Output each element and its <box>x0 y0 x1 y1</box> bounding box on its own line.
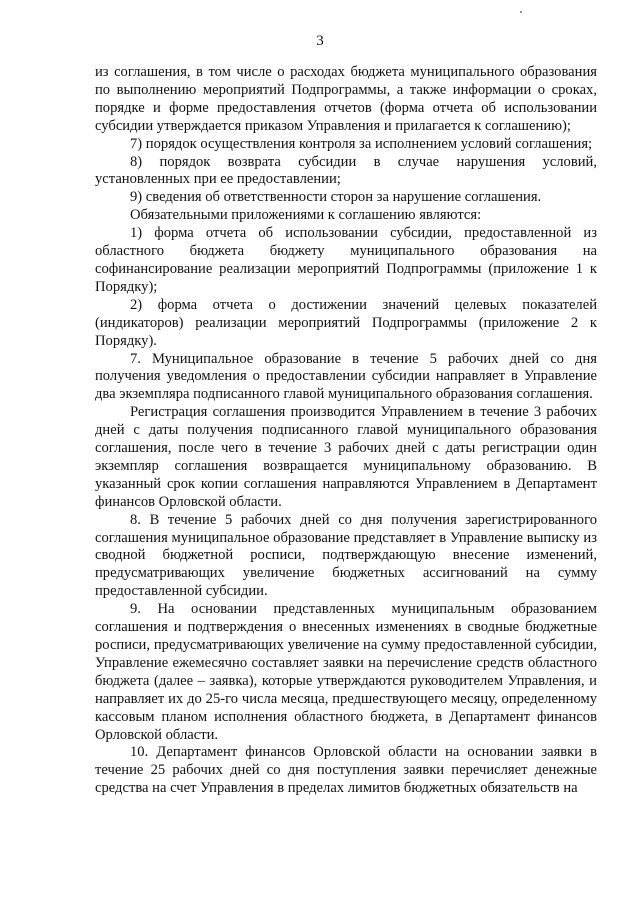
paragraph-section-9: 9. На основании представленных муниципальным образованием соглашения и подтверждения о внесенных изменениях в сводные бюджетные росписи, предусматривающих увеличение на сумму предоставленной субсидии, Управление ежемесячно составляет заявки на перечисление средств областного бюджета (далее – заявка), которые утверждаются руководителем Управления, и направляет их до 25-го числа месяца, предшествующего месяцу, определенному кассовым планом исполнения областного бюджета, в Департамент финансов Орловской области. <box>95 601 597 743</box>
paragraph-item-8: 8) порядок возврата субсидии в случае нарушения условий, установленных при ее предоставлении; <box>95 153 597 188</box>
paragraph-appendix-1: 1) форма отчета об использовании субсидии, предоставленной из областного бюджета бюджету муниципального образования на софинансирование реализации мероприятий Подпрограммы (приложение 1 к Порядку); <box>95 225 597 295</box>
paragraph-appendix-2: 2) форма отчета о достижении значений целевых показателей (индикаторов) реализации мероприятий Подпрограммы (приложение 2 к Порядку). <box>95 296 597 349</box>
paragraph-item-9: 9) сведения об ответственности сторон за нарушение соглашения. <box>130 189 542 206</box>
scan-dot <box>520 11 522 13</box>
body-text <box>95 64 597 798</box>
paragraph-continuation: из соглашения, в том числе о расходах бюджета муниципального образования по выполнению мероприятий Подпрограммы, а также информации о сроках, порядке и форме предоставления отчетов (форма отчета об использовании субсидии утверждается приказом Управления и прилагается к соглашению); <box>95 64 597 134</box>
paragraph-section-10: 10. Департамент финансов Орловской области на основании заявки в течение 25 рабочих дней со дня поступления заявки перечисляет денежные средства на счет Управления в пределах лимитов бюджетных обязательств на <box>95 744 597 797</box>
paragraph-registration: Регистрация соглашения производится Управлением в течение 3 рабочих дней с даты получения подписанного главой муниципального образования соглашения, после чего в течение 3 рабочих дней с даты регистрации один экземпляр соглашения возвращается муниципальному образованию. В указанный срок копии соглашения направляются Управлением в Департамент финансов Орловской области. <box>95 404 597 510</box>
paragraph-section-8: 8. В течение 5 рабочих дней со дня получения зарегистрированного соглашения муниципальное образование представляет в Управление выписку из сводной бюджетной росписи, подтверждающую внесение изменений, предусматривающих увеличение бюджетных ассигнований на сумму предоставленной субсидии. <box>95 511 597 600</box>
page-number: 3 <box>316 33 324 49</box>
paragraph-appendices-intro: Обязательными приложениями к соглашению являются: <box>130 207 482 224</box>
paragraph-section-7: 7. Муниципальное образование в течение 5 рабочих дней со дня получения уведомления о предоставлении субсидии направляет в Управление два экземпляра подписанного главой муниципального образования соглашения. <box>95 350 597 403</box>
paragraph-item-7: 7) порядок осуществления контроля за исполнением условий соглашения; <box>130 135 593 152</box>
